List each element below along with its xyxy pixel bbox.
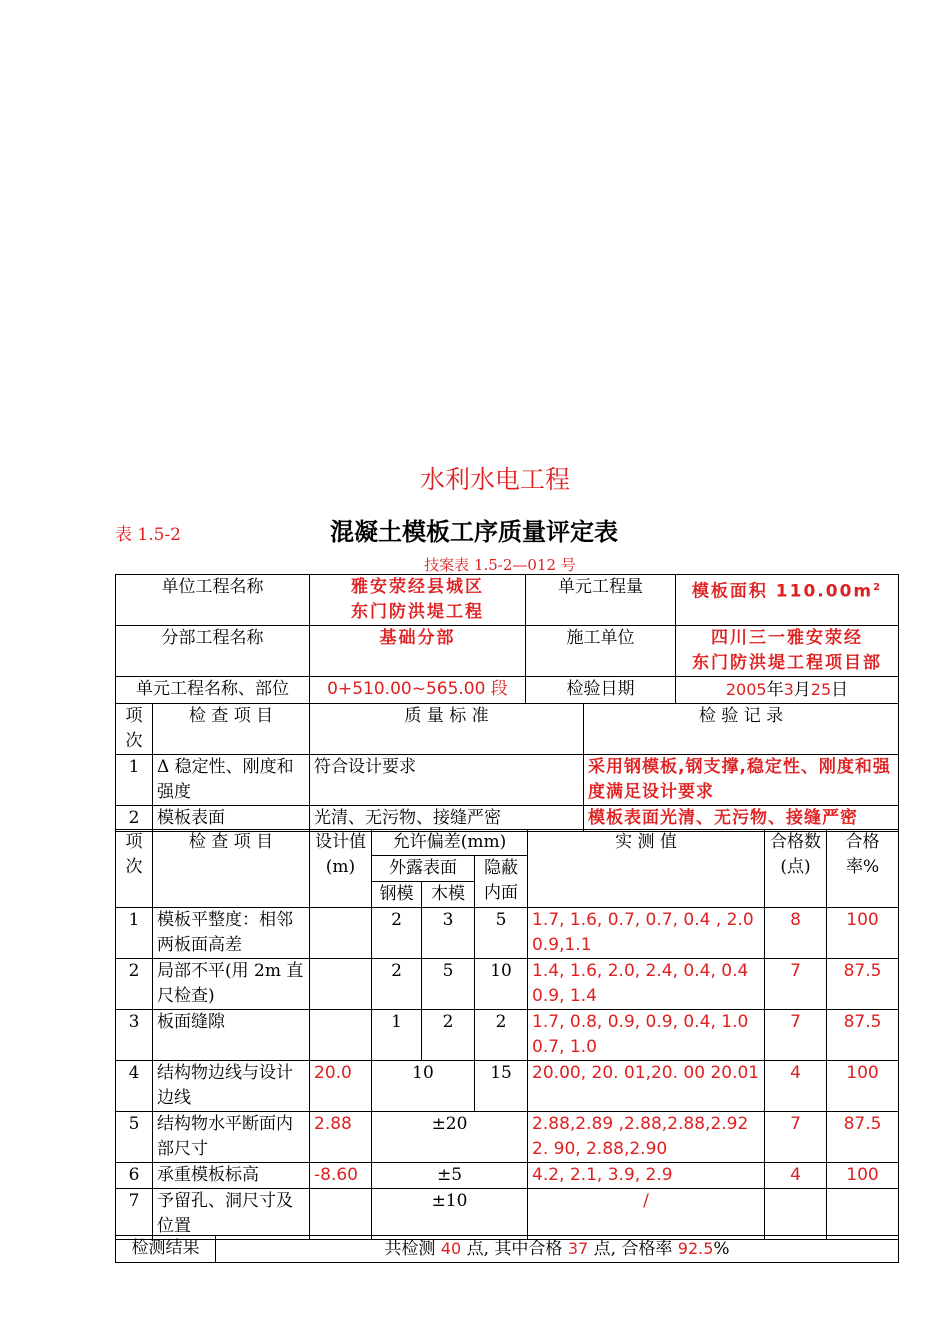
measure-row-item: 模板平整度：相邻两板面高差 [153, 908, 310, 959]
measure-row-item: 板面缝隙 [153, 1010, 310, 1061]
measure-row-count [765, 1189, 827, 1240]
measure-row-item: 局部不平(用 2m 直尺检查) [153, 959, 310, 1010]
measure-col-item: 检 查 项 目 [153, 830, 310, 908]
quality-col-item: 检 查 项 目 [153, 704, 310, 755]
measure-row-tolerance: ±20 [372, 1112, 528, 1163]
measure-row-rate [827, 1189, 899, 1240]
measure-row-design: 2.88 [310, 1112, 372, 1163]
element-qty-value [676, 575, 899, 626]
result-label: 检测结果 [116, 1236, 216, 1263]
quality-row-standard: 符合设计要求 [310, 755, 584, 806]
measure-col-tolerance: 允许偏差(mm) [372, 830, 528, 856]
measure-row-no: 2 [116, 959, 153, 1010]
measure-row-no: 6 [116, 1163, 153, 1189]
measure-row-hidden: 10 [475, 959, 528, 1010]
date-day-unit: 日 [831, 680, 849, 700]
measure-col-measured: 实 测 值 [528, 830, 765, 908]
measure-row-count: 7 [765, 959, 827, 1010]
measure-row-item: 结构物水平断面内部尺寸 [153, 1112, 310, 1163]
measure-row-measured: 20.00, 20. 01,20. 00 20.01 [528, 1061, 765, 1112]
quality-row-standard: 光清、无污物、接缝严密 [310, 806, 584, 832]
measure-row-design [310, 908, 372, 959]
measure-col-pass-count: 合格数(点) [765, 830, 827, 908]
measure-table [115, 829, 899, 1240]
measure-row-measured: 1.4, 1.6, 2.0, 2.4, 0.4, 0.4 0.9, 1.4 [528, 959, 765, 1010]
quality-col-standard: 质 量 标 准 [310, 704, 584, 755]
result-table [115, 1235, 899, 1263]
measure-row-exposed: 10 [372, 1061, 475, 1112]
measure-row-steel: 2 [372, 908, 422, 959]
date-month-unit: 月 [793, 680, 811, 700]
measure-row-design: 20.0 [310, 1061, 372, 1112]
result-rate: 92.5 [677, 1239, 714, 1258]
measure-row-item: 结构物边线与设计边线 [153, 1061, 310, 1112]
measure-row-rate: 100 [827, 908, 899, 959]
measure-row-measured: / [528, 1189, 765, 1240]
result-summary [216, 1236, 899, 1263]
measure-row-design [310, 1010, 372, 1061]
element-qty-text: 模板面积 110.00m [691, 581, 874, 602]
quality-row-no: 2 [116, 806, 153, 832]
constructor-value-line2: 东门防洪堤工程项目部 [692, 653, 882, 673]
measure-row-count: 7 [765, 1112, 827, 1163]
quality-row-record: 采用钢模板,钢支撑,稳定性、刚度和强度满足设计要求 [584, 755, 899, 806]
quality-row-item: 模板表面 [153, 806, 310, 832]
element-qty-label: 单元工程量 [526, 575, 676, 626]
measure-row-no: 5 [116, 1112, 153, 1163]
element-qty-sup: 2 [873, 582, 883, 593]
measure-row-wood: 2 [422, 1010, 475, 1061]
date-month: 3 [783, 680, 794, 699]
constructor-label: 施工单位 [526, 626, 676, 677]
tech-number: 技案表 1.5-2—012 号 [424, 556, 576, 574]
result-text-3: 点, 合格率 [588, 1239, 678, 1259]
quality-row-item: Δ 稳定性、刚度和强度 [153, 755, 310, 806]
constructor-value [676, 626, 899, 677]
measure-col-hidden: 隐蔽内面 [475, 856, 528, 908]
measure-col-steel: 钢模 [372, 882, 422, 908]
measure-row-steel: 1 [372, 1010, 422, 1061]
measure-row-rate: 100 [827, 1061, 899, 1112]
measure-row-rate: 87.5 [827, 1010, 899, 1061]
measure-col-wood: 木模 [422, 882, 475, 908]
measure-col-no: 项次 [116, 830, 153, 908]
form-title: 混凝土模板工序质量评定表 [330, 517, 618, 546]
measure-row-wood: 5 [422, 959, 475, 1010]
main-title: 水利水电工程 [419, 465, 570, 494]
table-number: 表 1.5-2 [115, 525, 181, 545]
measure-row-rate: 87.5 [827, 959, 899, 1010]
unit-project-value-line2: 东门防洪堤工程 [351, 602, 484, 622]
measure-row-design: -8.60 [310, 1163, 372, 1189]
measure-row-count: 4 [765, 1061, 827, 1112]
measure-row-measured: 1.7, 0.8, 0.9, 0.9, 0.4, 1.0 0.7, 1.0 [528, 1010, 765, 1061]
constructor-value-line1: 四川三一雅安荥经 [711, 628, 863, 648]
measure-row-count: 7 [765, 1010, 827, 1061]
element-name-label: 单元工程名称、部位 [116, 677, 310, 704]
measure-row-count: 8 [765, 908, 827, 959]
measure-row-design [310, 959, 372, 1010]
inspect-date-value [676, 677, 899, 704]
sub-project-value: 基础分部 [310, 626, 526, 677]
result-passed: 37 [567, 1239, 589, 1258]
date-year: 2005 [725, 680, 767, 699]
measure-row-no: 1 [116, 908, 153, 959]
measure-row-item: 承重模板标高 [153, 1163, 310, 1189]
measure-row-rate: 87.5 [827, 1112, 899, 1163]
date-day: 25 [810, 680, 832, 699]
result-text-4: % [713, 1239, 730, 1259]
measure-row-rate: 100 [827, 1163, 899, 1189]
inspect-date-label: 检验日期 [526, 677, 676, 704]
element-name-value: 0+510.00~565.00 段 [310, 677, 526, 704]
unit-project-value-line1: 雅安荥经县城区 [351, 577, 484, 597]
quality-row-record: 模板表面光清、无污物、接缝严密 [584, 806, 899, 832]
measure-row-no: 3 [116, 1010, 153, 1061]
measure-row-hidden: 5 [475, 908, 528, 959]
info-table [115, 574, 899, 704]
unit-project-value [310, 575, 526, 626]
quality-col-record: 检 验 记 录 [584, 704, 899, 755]
result-total: 40 [440, 1239, 462, 1258]
measure-row-measured: 2.88,2.89 ,2.88,2.88,2.92 2. 90, 2.88,2.90 [528, 1112, 765, 1163]
measure-row-design [310, 1189, 372, 1240]
measure-row-tolerance: ±5 [372, 1163, 528, 1189]
measure-row-no: 4 [116, 1061, 153, 1112]
measure-row-measured: 4.2, 2.1, 3.9, 2.9 [528, 1163, 765, 1189]
measure-col-design: 设计值(m) [310, 830, 372, 908]
measure-row-tolerance: ±10 [372, 1189, 528, 1240]
quality-col-no: 项次 [116, 704, 153, 755]
result-text-2: 点, 其中合格 [461, 1239, 568, 1259]
measure-row-item: 予留孔、洞尺寸及位置 [153, 1189, 310, 1240]
quality-row-no: 1 [116, 755, 153, 806]
measure-row-hidden: 15 [475, 1061, 528, 1112]
measure-row-hidden: 2 [475, 1010, 528, 1061]
date-year-unit: 年 [766, 680, 784, 700]
measure-row-measured: 1.7, 1.6, 0.7, 0.7, 0.4 , 2.0 0.9,1.1 [528, 908, 765, 959]
quality-table [115, 703, 899, 832]
measure-row-count: 4 [765, 1163, 827, 1189]
measure-col-exposed: 外露表面 [372, 856, 475, 882]
result-text-1: 共检测 [384, 1239, 441, 1259]
measure-row-wood: 3 [422, 908, 475, 959]
measure-col-pass-rate: 合格率% [827, 830, 899, 908]
sub-project-label: 分部工程名称 [116, 626, 310, 677]
measure-row-no: 7 [116, 1189, 153, 1240]
unit-project-label: 单位工程名称 [116, 575, 310, 626]
measure-row-steel: 2 [372, 959, 422, 1010]
